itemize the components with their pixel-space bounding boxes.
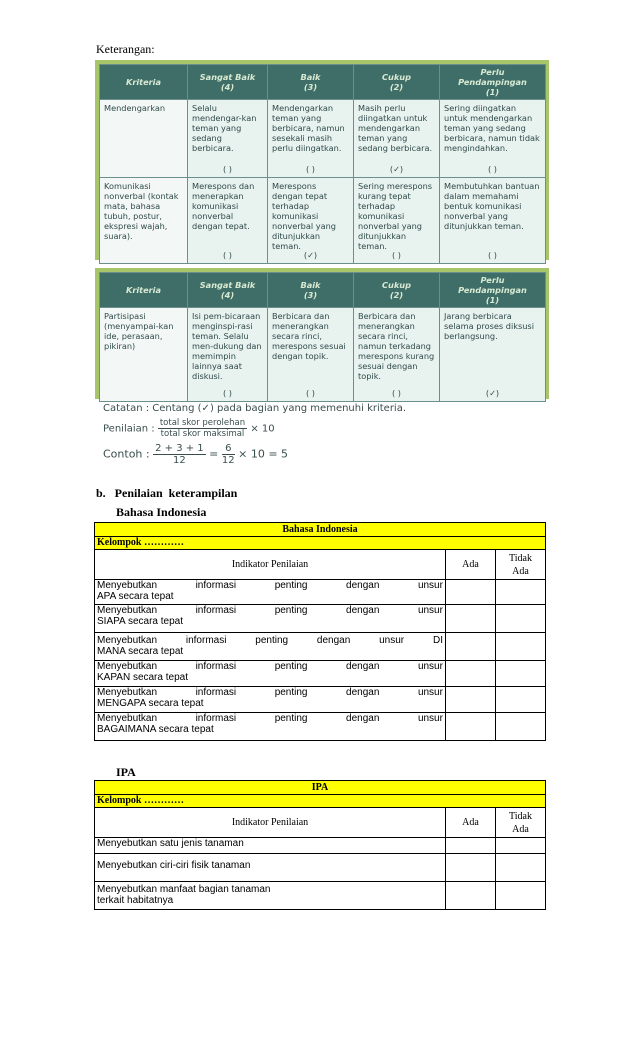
contoh-numerator-2: 6	[222, 443, 235, 455]
contoh-numerator-1: 2 + 3 + 1	[155, 443, 204, 454]
ipa-tidak-ada-cell[interactable]	[496, 882, 546, 910]
rubric1-mark: ( )	[306, 164, 315, 174]
rubric1-mark: ( )	[223, 164, 232, 174]
rubric2-cell: Isi pem-bicaraan menginspi-rasi teman. Selalu men-dukung dan memimpin lainnya saat diskusi. ( )	[188, 308, 268, 402]
bahasa-indicator: Menyebutkan informasi penting dengan unsur MENGAPA secara tepat	[95, 687, 446, 713]
rubric1-mark: ( )	[223, 250, 232, 260]
bahasa-table-title: Bahasa Indonesia	[95, 523, 546, 537]
ipa-ada-cell[interactable]	[446, 854, 496, 882]
rubric2-mark: (✓)	[485, 388, 500, 398]
penilaian-tail: × 10	[250, 423, 275, 435]
rubric2-mark: ( )	[223, 388, 232, 398]
penilaian-denominator: total skor maksimal	[160, 429, 245, 439]
contoh-fraction-1	[153, 443, 206, 466]
catatan-note: Catatan : Centang (✓) pada bagian yang memenuhi kriteria.	[103, 403, 407, 414]
rubric2-header-baik: Baik (3)	[268, 273, 354, 308]
rubric1-cell: Merespons dan menerapkan komunikasi nonverbal dengan tepat. ( )	[188, 178, 268, 264]
rubric1-cell: Sering diingatkan untuk mendengarkan teman yang sedang berbicara, namun tidak mengindahkan. ( )	[440, 100, 546, 178]
bahasa-ada-cell[interactable]	[446, 580, 496, 605]
rubric2-mark: ( )	[392, 388, 401, 398]
rubric1-header-perlu: Perlu Pendampingan (1)	[440, 65, 546, 100]
penilaian-label: Penilaian :	[103, 423, 155, 435]
ipa-col-ada: Ada	[446, 808, 496, 838]
rubric1-cell: Sering merespons kurang tepat terhadap komunikasi nonverbal yang ditunjukkan teman. ( )	[354, 178, 440, 264]
rubric1-mark: ( )	[488, 164, 497, 174]
rubric1-cell: Selalu mendengar-kan teman yang sedang berbicara. ( )	[188, 100, 268, 178]
bahasa-tidak-ada-cell[interactable]	[496, 661, 546, 687]
rubric1-cell: Membutuhkan bantuan dalam memahami bentuk komunikasi nonverbal yang ditunjukkan teman. ( )	[440, 178, 546, 264]
rubric1-mark: (✓)	[303, 250, 318, 260]
bahasa-tidak-ada-cell[interactable]	[496, 633, 546, 661]
bahasa-tidak-ada-cell[interactable]	[496, 687, 546, 713]
rubric2-header-sangat-baik: Sangat Baik (4)	[188, 273, 268, 308]
ipa-col-tidak-ada: Tidak Ada	[496, 808, 546, 838]
ipa-subtitle: IPA	[116, 765, 136, 779]
contoh-denominator-2: 12	[221, 455, 235, 466]
contoh-denominator-1: 12	[173, 455, 186, 466]
rubric2-cell: Berbicara dan menerangkan secara rinci, namun terkadang merespons kurang sesuai dengan topik. ( )	[354, 308, 440, 402]
ipa-table	[94, 780, 546, 910]
bahasa-indicator: Menyebutkan informasi penting dengan unsur SIAPA secara tepat	[95, 605, 446, 633]
bahasa-indicator: Menyebutkan informasi penting dengan unsur DI MANA secara tepat	[95, 633, 446, 661]
rubric1-kriteria: Komunikasi nonverbal (kontak mata, bahasa tubuh, postur, ekspresi wajah, suara).	[100, 178, 188, 264]
rubric2-header-cukup: Cukup (2)	[354, 273, 440, 308]
rubric1-header-cukup: Cukup (2)	[354, 65, 440, 100]
rubric1-header-baik: Baik (3)	[268, 65, 354, 100]
bahasa-col-tidak-ada: Tidak Ada	[496, 550, 546, 580]
rubric2-mark: ( )	[306, 388, 315, 398]
rubric1-mark: ( )	[392, 250, 401, 260]
ipa-indicator: Menyebutkan ciri-ciri fisik tanaman	[95, 854, 446, 882]
ipa-indicator: Menyebutkan manfaat bagian tanaman terkait habitatnya	[95, 882, 446, 910]
ipa-col-indikator: Indikator Penilaian	[95, 808, 446, 838]
bahasa-indicator: Menyebutkan informasi penting dengan unsur BAGAIMANA secara tepat	[95, 713, 446, 741]
bahasa-col-ada: Ada	[446, 550, 496, 580]
bahasa-ada-cell[interactable]	[446, 661, 496, 687]
penilaian-fraction	[158, 418, 247, 439]
rubric-table-1	[99, 64, 546, 264]
rubric2-cell: Berbicara dan menerangkan secara rinci, merespons sesuai dengan topik. ( )	[268, 308, 354, 402]
rubric2-header-perlu: Perlu Pendampingan (1)	[440, 273, 546, 308]
bahasa-ada-cell[interactable]	[446, 687, 496, 713]
contoh-eq: =	[209, 447, 219, 461]
ipa-ada-cell[interactable]	[446, 838, 496, 854]
ipa-kelompok: Kelompok …………	[95, 795, 546, 808]
rubric1-kriteria: Mendengarkan	[100, 100, 188, 178]
ipa-indicator: Menyebutkan satu jenis tanaman	[95, 838, 446, 854]
rubric-table-2	[99, 272, 546, 402]
rubric1-cell: Masih perlu diingatkan untuk mendengarkan teman yang sedang berbicara. (✓)	[354, 100, 440, 178]
rubric1-cell: Mendengarkan teman yang berbicara, namun sesekali masih perlu diingatkan. ( )	[268, 100, 354, 178]
bahasa-ada-cell[interactable]	[446, 633, 496, 661]
contoh-formula	[103, 443, 288, 466]
contoh-fraction-2	[222, 443, 235, 466]
bahasa-tidak-ada-cell[interactable]	[496, 605, 546, 633]
penilaian-formula	[103, 418, 275, 439]
bahasa-indicator: Menyebutkan informasi penting dengan unsur KAPAN secara tepat	[95, 661, 446, 687]
rubric2-kriteria: Partisipasi (menyampai-kan ide, perasaan, pikiran)	[100, 308, 188, 402]
rubric1-mark: ( )	[488, 250, 497, 260]
ipa-table-title: IPA	[95, 781, 546, 795]
rubric2-header-kriteria: Kriteria	[100, 273, 188, 308]
bahasa-table	[94, 522, 546, 741]
ipa-tidak-ada-cell[interactable]	[496, 854, 546, 882]
contoh-tail: × 10 = 5	[238, 447, 289, 461]
rubric1-header-sangat-baik: Sangat Baik (4)	[188, 65, 268, 100]
bahasa-subtitle: Bahasa Indonesia	[116, 505, 207, 519]
rubric1-cell: Merespons dengan tepat terhadap komunikasi nonverbal yang ditunjukkan teman. (✓)	[268, 178, 354, 264]
bahasa-tidak-ada-cell[interactable]	[496, 713, 546, 741]
rubric1-header-kriteria: Kriteria	[100, 65, 188, 100]
penilaian-numerator: total skor perolehan	[159, 418, 246, 428]
section-b-heading: b. Penilaian keterampilan	[96, 486, 238, 500]
bahasa-tidak-ada-cell[interactable]	[496, 580, 546, 605]
contoh-label: Contoh :	[103, 447, 150, 461]
rubric2-cell: Jarang berbicara selama proses diksusi berlangsung. (✓)	[440, 308, 546, 402]
bahasa-ada-cell[interactable]	[446, 605, 496, 633]
bahasa-indicator: Menyebutkan informasi penting dengan unsur APA secara tepat	[95, 580, 446, 605]
ipa-ada-cell[interactable]	[446, 882, 496, 910]
rubric1-mark: (✓)	[389, 164, 404, 174]
ipa-tidak-ada-cell[interactable]	[496, 838, 546, 854]
bahasa-kelompok: Kelompok …………	[95, 537, 546, 550]
bahasa-ada-cell[interactable]	[446, 713, 496, 741]
keterangan-label: Keterangan:	[96, 42, 155, 56]
bahasa-col-indikator: Indikator Penilaian	[95, 550, 446, 580]
